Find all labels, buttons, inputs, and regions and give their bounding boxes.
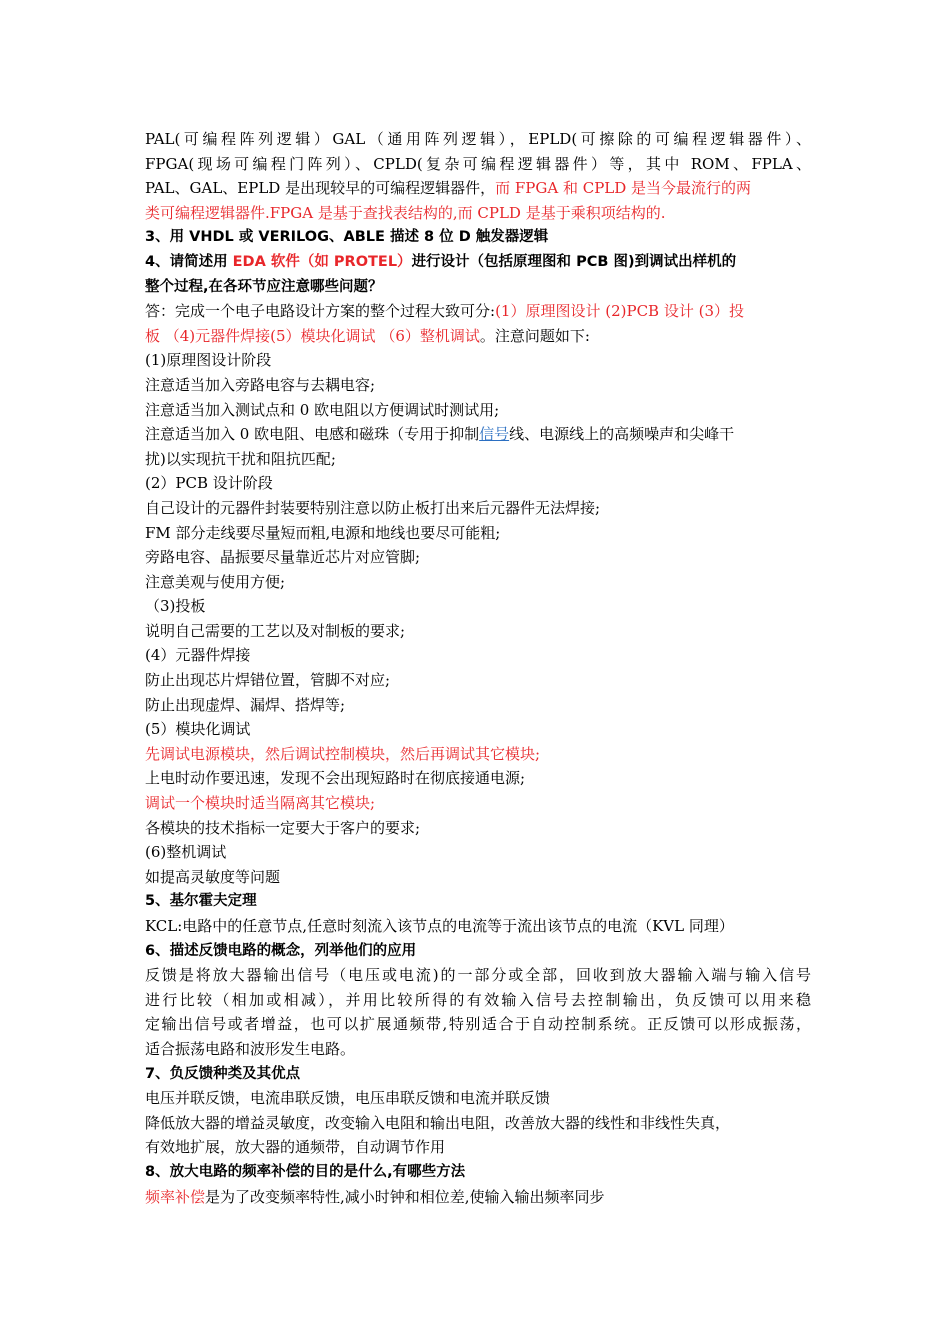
text-span: PAL、GAL、EPLD 是出现较早的可编程逻辑器件， [145,179,496,198]
text-span: 进行设计（包括原理图和 PCB 图)到调试出样机的 [411,253,737,270]
question-heading: 5、基尔霍夫定理 [145,893,257,910]
question-heading [145,250,811,275]
section-title: （3)投板 [145,597,206,616]
section-title: (5）模块化调试 [145,720,251,739]
text-line [145,422,811,447]
highlight-text: 而 FPGA 和 CPLD 是当今最流行的两 [495,179,752,198]
question-heading: 整个过程,在各环节应注意哪些问题？ [145,278,383,295]
text-line: KCL:电路中的任意节点,任意时刻流入该节点的电流等于流出该节点的电流（KVL 同理） [145,917,734,935]
text-span: 4、请简述用 [145,253,233,270]
text-line: 注意美观与使用方便; [145,572,286,591]
text-line: 上电时动作要迅速，发现不会出现短路时在彻底接通电源; [145,769,526,788]
text-line: PAL(可编程阵列逻辑）GAL（通用阵列逻辑），EPLD(可擦除的可编程逻辑器件）、 [145,130,811,148]
highlight-text: 类可编程逻辑器件.FPGA 是基于查找表结构的,而 CPLD 是基于乘积项结构的. [145,203,666,222]
text-line: FM 部分走线要尽量短而粗,电源和地线也要尽可能粗; [145,523,501,542]
section-title: (4）元器件焊接 [145,646,251,665]
question-heading: 8、放大电路的频率补偿的目的是什么,有哪些方法 [145,1163,466,1180]
text-line: 适合振荡电路和波形发生电路。 [145,1039,356,1058]
text-line: 反馈是将放大器输出信号（电压或电流)的一部分或全部，回收到放大器输入端与输入信号 [145,966,811,985]
answer-line [145,324,811,349]
text-span: 答：完成一个电子电路设计方案的整个过程大致可分: [145,302,496,321]
answer-line [145,299,811,324]
text-line: 进行比较（相加或相减），并用比较所得的有效输入信号去控制输出，负反馈可以用来稳 [145,990,811,1009]
highlight-text: 板 （4)元器件焊接(5）模块化调试 （6）整机调试 [145,326,480,345]
text-line: 有效地扩展，放大器的通频带，自动调节作用 [145,1138,446,1157]
highlight-text: EDA 软件（如 PROTEL） [232,253,412,270]
text-line: 旁路电容、晶振要尽量靠近芯片对应管脚; [145,548,421,567]
signal-link[interactable]: 信号 [479,425,510,444]
highlight-text: 先调试电源模块，然后调试控制模块，然后再调试其它模块; [145,744,541,763]
text-line: 自己设计的元器件封装要特别注意以防止板打出来后元器件无法焊接; [145,498,601,517]
text-line: FPGA(现场可编程门阵列）、CPLD(复杂可编程逻辑器件）等，其中 ROM、FPLA、 [145,154,811,173]
document-body [145,127,811,1209]
text-span: 。注意问题如下: [479,326,590,345]
text-line: 扰)以实现抗干扰和阻抗匹配; [145,449,336,468]
text-line: 电压并联反馈，电流串联反馈，电压串联反馈和电流并联反馈 [145,1089,551,1108]
text-line: 降低放大器的增益灵敏度，改变输入电阻和输出电阻，改善放大器的线性和非线性失真， [145,1113,731,1132]
section-title: (6)整机调试 [145,843,227,862]
text-line: 各模块的技术指标一定要大于客户的要求; [145,818,421,837]
text-line: 说明自己需要的工艺以及对制板的要求; [145,621,406,640]
text-line: 如提高灵敏度等问题 [145,867,281,886]
text-span: 注意适当加入 0 欧电阻、电感和磁珠（专用于抑制 [145,425,480,444]
section-title: (1)原理图设计阶段 [145,351,272,370]
text-line [145,1185,811,1210]
text-line: 防止出现虚焊、漏焊、搭焊等; [145,695,346,714]
text-span: 线、电源线上的高频噪声和尖峰干 [509,425,735,444]
text-span: 是为了改变频率特性,减小时钟和相位差,使输入输出频率同步 [205,1187,605,1206]
section-title: (2）PCB 设计阶段 [145,474,273,493]
highlight-text: (1）原理图设计 (2)PCB 设计 (3）投 [495,302,744,321]
question-heading: 3、用 VHDL 或 VERILOG、ABLE 描述 8 位 D 触发器逻辑 [145,229,549,246]
text-line: 定输出信号或者增益，也可以扩展通频带,特别适合于自动控制系统。正反馈可以形成振荡， [145,1015,811,1034]
text-line: 注意适当加入测试点和 0 欧电阻以方便调试时测试用; [145,400,500,419]
text-line: 注意适当加入旁路电容与去耦电容; [145,375,376,394]
question-heading: 6、描述反馈电路的概念，列举他们的应用 [145,942,417,959]
highlight-text: 频率补偿 [145,1187,206,1206]
highlight-text: 调试一个模块时适当隔离其它模块; [145,794,376,813]
text-line: 防止出现芯片焊错位置，管脚不对应; [145,671,391,690]
text-line [145,176,811,201]
question-heading: 7、负反馈种类及其优点 [145,1065,301,1082]
